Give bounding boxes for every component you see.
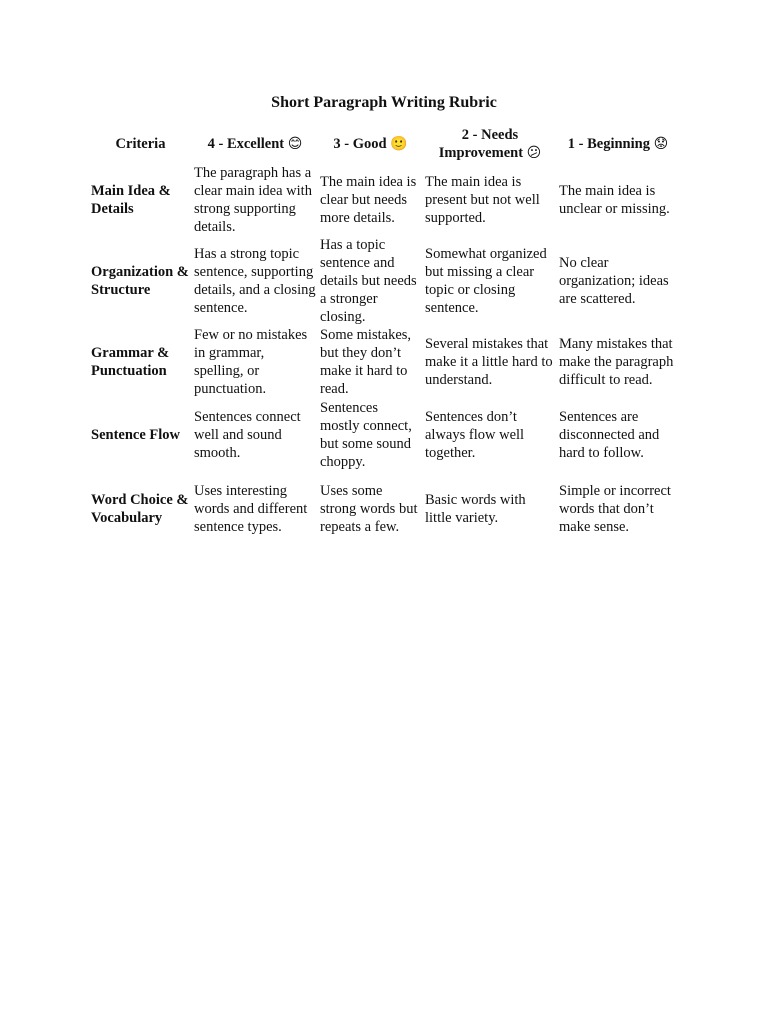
score-4-cell: The paragraph has a clear main idea with strong supporting details. bbox=[194, 165, 312, 235]
score-2-cell: Several mistakes that make it a little hard to understand. bbox=[425, 336, 553, 388]
criteria-cell: Grammar & Punctuation bbox=[91, 345, 170, 379]
score-4-cell: Uses interesting words and different sentence types. bbox=[194, 483, 308, 535]
header-label: 2 - Needs Improvement bbox=[438, 127, 524, 161]
header-good bbox=[318, 124, 423, 164]
criteria-cell: Organization & Structure bbox=[91, 264, 189, 298]
header-beginning bbox=[557, 124, 679, 164]
score-4-cell: Few or no mistakes in grammar, spelling, or punctuation. bbox=[194, 327, 308, 397]
score-2-cell: Basic words with little variety. bbox=[425, 492, 526, 526]
table-row bbox=[89, 326, 679, 398]
header-excellent bbox=[192, 124, 318, 164]
header-label: 1 - Beginning bbox=[567, 136, 650, 152]
header-label: 3 - Good bbox=[333, 136, 387, 152]
score-3-cell: Has a topic sentence and details but needs a stronger closing. bbox=[320, 237, 417, 325]
header-label: 4 - Excellent bbox=[207, 136, 285, 152]
table-row bbox=[89, 398, 679, 472]
score-3-cell: Some mistakes, but they don’t make it hard to read. bbox=[320, 327, 412, 397]
score-1-cell: Many mistakes that make the paragraph difficult to read. bbox=[559, 336, 674, 388]
header-label: Criteria bbox=[115, 136, 166, 152]
table-row bbox=[89, 164, 679, 236]
confused-face-icon: 😕 bbox=[526, 145, 542, 161]
score-1-cell: No clear organization; ideas are scattered. bbox=[559, 255, 669, 307]
score-1-cell: The main idea is unclear or missing. bbox=[559, 183, 670, 217]
table-row bbox=[89, 472, 679, 546]
criteria-cell: Word Choice & Vocabulary bbox=[91, 492, 189, 526]
score-1-cell: Simple or incorrect words that don’t make sense. bbox=[559, 483, 671, 535]
score-3-cell: Uses some strong words but repeats a few. bbox=[320, 483, 418, 535]
document-title: Short Paragraph Writing Rubric bbox=[271, 94, 497, 111]
worried-face-icon: 😟 bbox=[653, 136, 669, 152]
score-3-cell: Sentences mostly connect, but some sound choppy. bbox=[320, 400, 412, 470]
header-needs-improvement bbox=[423, 124, 557, 164]
header-criteria bbox=[89, 124, 192, 164]
header-row bbox=[89, 124, 679, 164]
score-4-cell: Sentences connect well and sound smooth. bbox=[194, 409, 301, 461]
table-row bbox=[89, 236, 679, 326]
slight-smile-icon: 🙂 bbox=[390, 136, 408, 152]
score-2-cell: Somewhat organized but missing a clear topic or closing sentence. bbox=[425, 246, 547, 316]
smiling-face-icon: 😊 bbox=[287, 136, 303, 152]
criteria-cell: Main Idea & Details bbox=[91, 183, 171, 217]
rubric-table bbox=[89, 124, 679, 546]
criteria-cell: Sentence Flow bbox=[91, 427, 180, 443]
score-1-cell: Sentences are disconnected and hard to follow. bbox=[559, 409, 660, 461]
score-4-cell: Has a strong topic sentence, supporting details, and a closing sentence. bbox=[194, 246, 316, 316]
score-3-cell: The main idea is clear but needs more details. bbox=[320, 174, 417, 226]
score-2-cell: The main idea is present but not well supported. bbox=[425, 174, 540, 226]
score-2-cell: Sentences don’t always flow well together. bbox=[425, 409, 525, 461]
